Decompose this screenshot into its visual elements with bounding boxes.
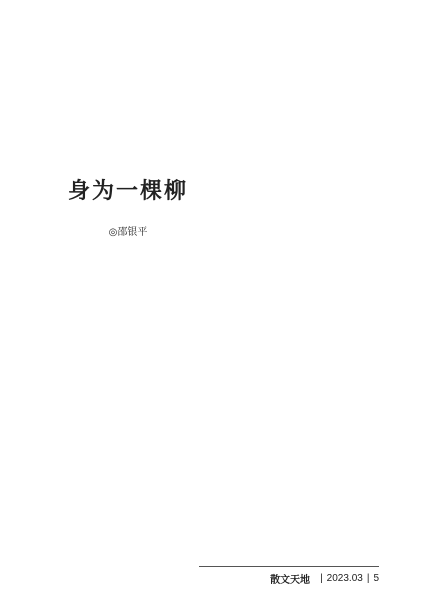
page-footer xyxy=(199,566,379,587)
page-number: 5 xyxy=(373,572,379,584)
magazine-name: 散文天地 xyxy=(270,574,311,586)
left-column xyxy=(48,34,208,286)
author-line: ◎邵银平 xyxy=(108,227,148,238)
article-title: 身为一棵柳 xyxy=(67,178,188,204)
footer-divider: | xyxy=(320,572,323,584)
issue-number: 2023.03 xyxy=(326,572,363,584)
right-column xyxy=(222,34,382,38)
footer-divider: | xyxy=(366,572,370,584)
